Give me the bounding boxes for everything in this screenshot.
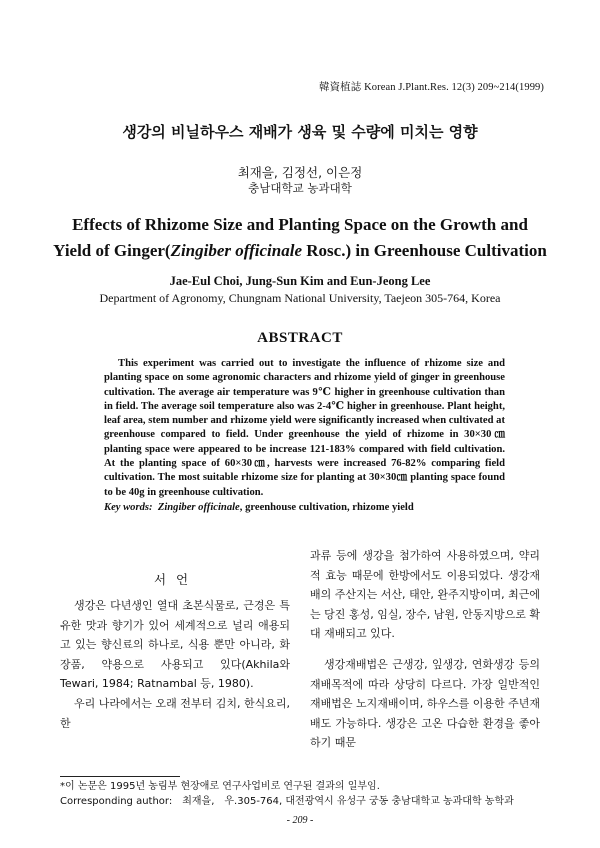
korean-affiliation: 충남대학교 농과대학	[248, 181, 352, 195]
journal-reference: 韓資植誌 Korean J.Plant.Res. 12(3) 209~214(1999)	[318, 82, 544, 93]
abstract-text: This experiment was carried out to investigate the influence of rhizome size and planting space on some agronomic characters and rhizome yield of ginger in greenhouse cultivation. The average air temperature was 9℃ higher in greenhouse cultivation than in field. The average soil temperature also was 2-4℃ higher in greenhouse. Plant height, leaf area, stem number and rhizome yield were significantly increased when cultivated at greenhouse compared to field. Under greenhouse the yield of rhizome in 30×30㎝ planting space were appeared to be increase 121-183% compared with field cultivation. At the planting space of 60×30㎝, harvests were increased 76-82% comparing field cultivation. The most suitable rhizome size for planting at 30×30㎝ planting space found to be 40g in greenhouse cultivation.	[104, 358, 505, 498]
body-column-right	[310, 546, 540, 753]
english-title	[40, 212, 560, 264]
intro-paragraph-3: 생강재배법은 근생강, 잎생강, 연화생강 등의 재배목적에 따라 상당히 다르다. 가장 일반적인 재배법은 노지재배이며, 하우스를 이용한 주년재배도 가능하다. 생강은 고온 다습한 환경을 좋아하기 때문	[310, 657, 541, 750]
intro-paragraph-2-cont: 과류 등에 생강을 첨가하여 사용하였으며, 약리적 효능 때문에 한방에서도 이용되었다. 생강재배의 주산지는 서산, 태안, 완주지방이며, 최근에는 당진 홍성, 임실, 장수, 남원, 안동지방으로 확대 재배되고 있다.	[310, 549, 540, 641]
english-authors: Jae-Eul Choi, Jung-Sun Kim and Eun-Jeong Lee	[169, 274, 431, 288]
keywords-rest: , greenhouse cultivation, rhizome yield	[239, 502, 414, 513]
korean-title: 생강의 비닐하우스 재배가 생육 및 수량에 미치는 영향	[122, 123, 478, 141]
footnotes	[60, 779, 540, 809]
english-title-line2-post: Rosc.) in Greenhouse Cultivation	[302, 241, 547, 260]
intro-paragraph-1: 생강은 다년생인 열대 초본식물로, 근경은 특유한 맛과 향기가 있어 세계적으로 널리 애용되고 있는 향신료의 하나로, 식용 뿐만 아니라, 화장품, 약용으로 사용되고 있다(Akhila와 Tewari, 1984; Ratnambal 등, 1980).	[60, 599, 290, 691]
page-number: - 209 -	[286, 815, 314, 826]
keywords-label: Key words:	[104, 502, 153, 513]
keywords-list	[158, 502, 414, 513]
body-column-left	[60, 596, 290, 733]
corresponding-author: Corresponding author: 최재을, 우.305-764, 대전광역시 유성구 궁동 충남대학교 농과대학 농학과	[60, 796, 514, 807]
intro-paragraph-2: 우리 나라에서는 오래 전부터 김치, 한식요리, 한	[60, 696, 290, 730]
keywords	[104, 502, 505, 513]
keyword-species: Zingiber officinale	[157, 502, 240, 513]
english-title-line1: Effects of Rhizome Size and Planting Space on the Growth and	[72, 215, 528, 234]
abstract-heading: ABSTRACT	[257, 330, 343, 346]
english-title-line2-pre: Yield of Ginger(	[53, 241, 171, 260]
english-affiliation: Department of Agronomy, Chungnam National University, Taejeon 305-764, Korea	[99, 291, 501, 305]
footnote-divider	[60, 776, 180, 777]
english-title-species: Zingiber officinale	[170, 241, 303, 260]
korean-authors: 최재을, 김정선, 이은정	[237, 165, 363, 180]
funding-note: *이 논문은 1995년 농림부 현장애로 연구사업비로 연구된 결과의 일부임.	[60, 781, 380, 792]
section-title-introduction: 서 언	[153, 572, 192, 587]
